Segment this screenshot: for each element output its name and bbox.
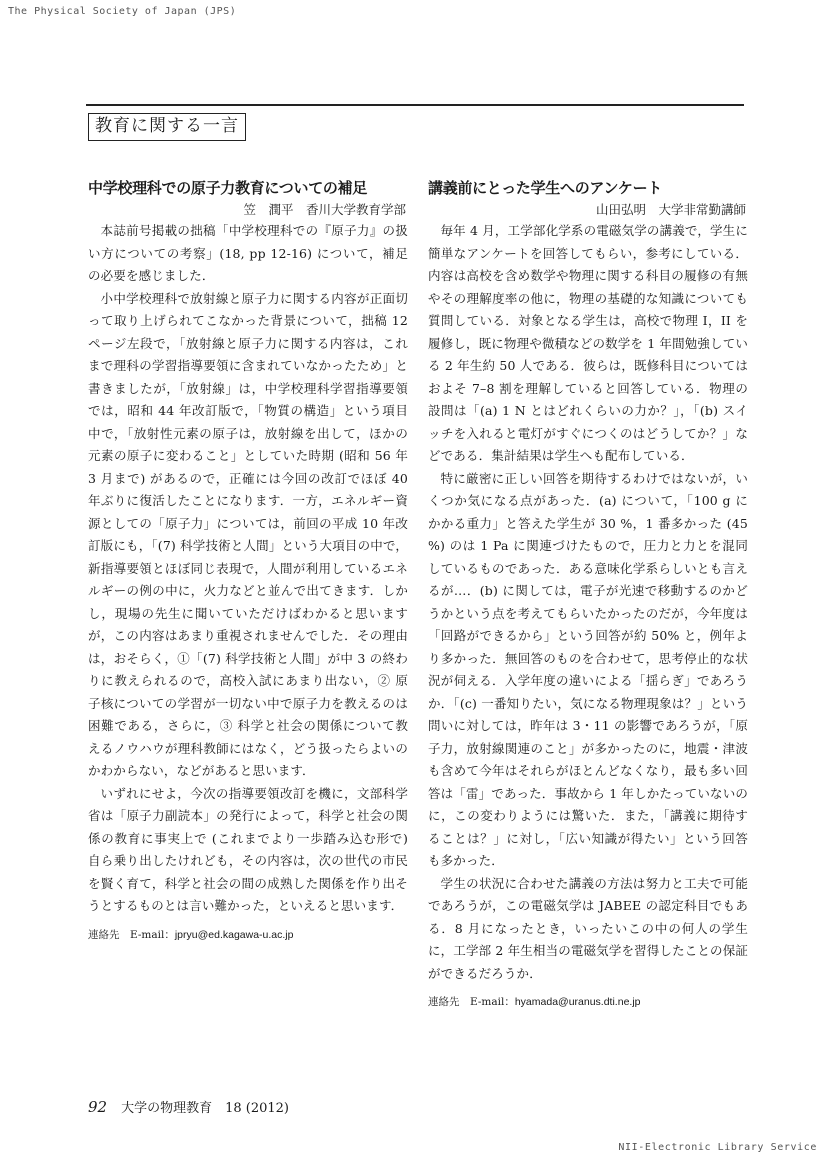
top-divider — [86, 104, 744, 106]
article-paragraph: 毎年 4 月，工学部化学系の電磁気学の講義で，学生に簡単なアンケートを回答してもらい，参考にしている．内容は高校を含め数学や物理に関する科目の履修の有無やその理解度率の他に，物理の基礎的な知識についても質問している．対象となる学生は，高校で物理 I，II を履修し，既に物理や微積などの数学を 1 年間勉強している 2 年生約 50 人である．彼らは，既修科目についてはおよそ 7–8 割を理解していると回答している．物理の設問は「(a) 1 N とはどれくらいの力か？」，「(b) スイッチを入れると電灯がすぐにつくのはどうしてか？」などである．集計結果は学生へも配布している． — [428, 223, 748, 463]
article-paragraph: いずれにせよ，今次の指導要領改訂を機に，文部科学省は「原子力副読本」の発行によって，科学と社会の関係の教育に事実上で (これまでより一歩踏み込む形で) 自ら乗り出したけれども，その内容は，次の世代の市民を賢く育て，科学と社会の間の成熟した関係を作り出そうとするものとは言い難かった，といえると思います． — [88, 785, 408, 913]
article-paragraph: 学生の状況に合わせた講義の方法は努力と工夫で可能であろうが，この電磁気学は JABEE の認定科目でもある．8 月になったとき，いったいこの中の何人の学生に，工学部 2 年生相当の電磁気学を習得したことの保証ができるだろうか． — [428, 875, 748, 981]
article-title: 講義前にとった学生へのアンケート — [428, 179, 663, 197]
article-paragraph: 特に厳密に正しい回答を期待するわけではないが，いくつか気になる点があった．(a) について，「100 g にかかる重力」と答えた学生が 30 %，1 番多かった (45 %) のは 1 Pa に関連づけたもので，圧力と力とを混同しているものであった．ある意味化学系らしいとも言えるが…．(b) に関しては，電子が光速で移動するのかどうかという点を考えてもらいたかったのだが，今年度は「回路ができるから」という回答が約 50% と，例年より多かった．無回答のものを合わせて，思考停止的な状況が伺える．入学年度の違いによる「揺らぎ」であろうか．「(c) 一番知りたい，気になる物理現象は？」という問いに対しては，昨年は 3・11 の影響であろうが，「原子力，放射線関連のこと」が多かったのに，地震・津波も含めて今年はそれらがほとんどなくなり，最も多い回答は「雷」であった．事故から 1 年しかたっていないのに，この変わりようには驚いた．また，「講義に期待することは？」に対し，「広い知識が得たい」という回答も多かった． — [428, 470, 748, 868]
page-footer — [88, 1097, 289, 1116]
contact-label: 連絡先 E-mail： — [428, 996, 515, 1008]
contact-info — [88, 926, 408, 944]
library-service-label: NII-Electronic Library Service — [618, 1142, 817, 1153]
journal-citation: 大学の物理教育 18 (2012) — [121, 1101, 289, 1116]
contact-email-link[interactable]: jpryu@ed.kagawa-u.ac.jp — [174, 928, 294, 941]
jps-header-text: The Physical Society of Japan (JPS) — [8, 6, 237, 17]
page-number: 92 — [88, 1098, 108, 1116]
article-title: 中学校理科での原子力教育についての補足 — [88, 179, 368, 197]
article-paragraph: 小中学校理科で放射線と原子力に関する内容が正面切って取り上げられてこなかった背景について，拙稿 12 ページ左段で，「放射線と原子力に関する内容は，これまで理科の学習指導要領に含まれていなかったため」と書きましたが，「放射線」は，中学校理科学習指導要領では，昭和 44 年改訂版で，「物質の構造」という項目中で，「放射性元素の原子は，放射線を出して，ほかの元素の原子に変わること」としていた時期 (昭和 56 年 3 月まで) があるので，正確には今回の改訂でほぼ 40 年ぶりに復活したことになります．一方，エネルギー資源としての「原子力」については，前回の平成 10 年改訂版にも，「(7) 科学技術と人間」という大項目の中で，新指導要領とほぼ同じ表現で，人間が利用しているエネルギーの例の中に，火力などと並んで出てきます．しかし，現場の先生に聞いていただけばわかると思いますが，この内容はあまり重視されませんでした．その理由は，おそらく，①「(7) 科学技術と人間」が中 3 の終わりに教えられるので，高校入試にあまり出ない，② 原子核についての学習が一切ない中で原子力を教えるのは困難である，さらに，③ 科学と社会の関係について教えるノウハウが理科教師にはなく，どう扱ったらよいのかわからない，などがあると思います． — [88, 290, 408, 778]
contact-label: 連絡先 E-mail： — [88, 928, 175, 941]
section-title: 教育に関する一言 — [88, 113, 246, 141]
article-author: 山田弘明 大学非常勤講師 — [595, 202, 746, 217]
article-author: 笠 潤平 香川大学教育学部 — [243, 202, 406, 217]
article-right — [428, 176, 748, 1011]
article-paragraph: 本誌前号掲載の拙稿「中学校理科での『原子力』の扱い方についての考察」(18, pp 12-16) について，補足の必要を感じました． — [88, 223, 408, 283]
contact-info — [428, 993, 748, 1011]
article-left — [88, 176, 408, 944]
contact-email-link[interactable]: hyamada@uranus.dti.ne.jp — [514, 996, 641, 1008]
